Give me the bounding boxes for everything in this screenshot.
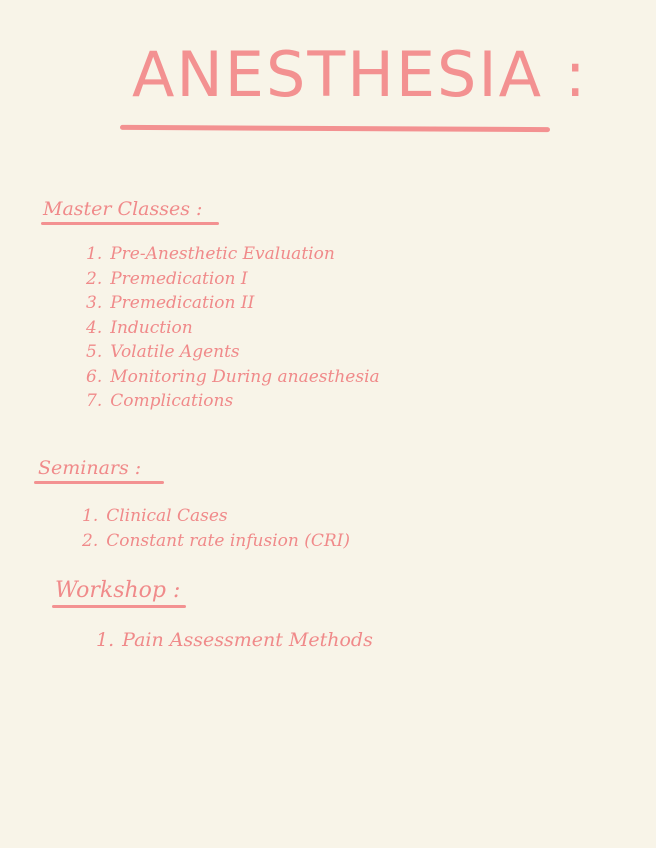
list-item: 2. Constant rate infusion (CRI) xyxy=(82,530,351,551)
workshop-underline xyxy=(52,605,186,608)
seminars-underline xyxy=(34,481,164,484)
list-item: 3. Premedication II xyxy=(86,293,255,313)
title-underline xyxy=(120,125,550,132)
list-item: 5. Volatile Agents xyxy=(86,342,240,362)
list-item: 4. Induction xyxy=(86,317,193,338)
seminars-list xyxy=(82,504,350,553)
list-item: 7. Complications xyxy=(86,391,234,411)
list-item: 1. Pre-Anesthetic Evaluation xyxy=(86,244,335,264)
list-item: 1. Pain Assessment Methods xyxy=(96,629,373,651)
master-classes-list xyxy=(86,242,380,414)
list-item: 6. Monitoring During anaesthesia xyxy=(86,366,380,387)
seminars-heading: Seminars : xyxy=(38,457,142,479)
list-item: 1. Clinical Cases xyxy=(82,506,228,526)
page-title: ANESTHESIA : xyxy=(132,38,588,111)
master-classes-heading: Master Classes : xyxy=(43,198,203,220)
workshop-list xyxy=(96,628,373,653)
list-item: 2. Premedication I xyxy=(86,268,248,289)
master-classes-underline xyxy=(41,222,219,225)
workshop-heading: Workshop : xyxy=(55,578,181,603)
